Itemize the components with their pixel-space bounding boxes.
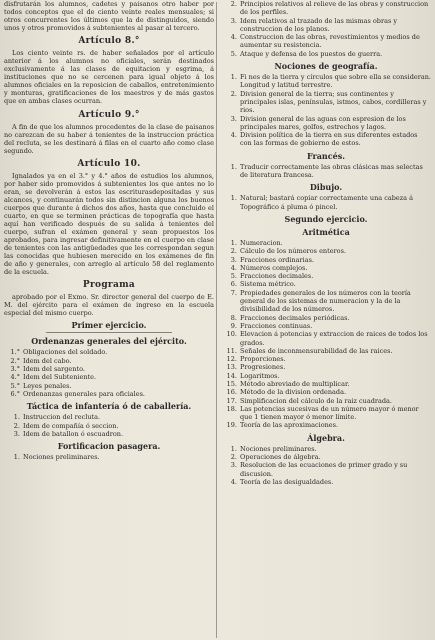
item-number: 6. bbox=[230, 280, 237, 289]
list-item bbox=[221, 17, 431, 34]
item-text: Instruccion del recluta. bbox=[23, 413, 101, 422]
list-item bbox=[4, 348, 214, 356]
item-number: 9. bbox=[230, 321, 237, 330]
list-item bbox=[221, 163, 431, 180]
item-text: Señales de inconmensurabilidad de las raices. bbox=[240, 346, 393, 355]
right-column bbox=[221, 0, 431, 486]
item-number: 4.° bbox=[10, 373, 20, 382]
list-item bbox=[221, 115, 431, 132]
item-number: 16. bbox=[226, 388, 237, 397]
geografia-heading: Nociones de geografía. bbox=[274, 61, 378, 72]
item-text: Construccion de las obras, revestimientos y medios de aumentar su resistencia. bbox=[240, 33, 420, 50]
list-item bbox=[4, 357, 214, 365]
list-item bbox=[221, 397, 431, 405]
list-item bbox=[221, 372, 431, 380]
list-item bbox=[221, 388, 431, 396]
item-number: 2. bbox=[230, 89, 237, 98]
list-item bbox=[221, 203, 431, 211]
item-number: 14. bbox=[226, 371, 237, 380]
item-number: 5. bbox=[230, 272, 237, 281]
list-item bbox=[221, 131, 431, 148]
list-item bbox=[221, 280, 431, 288]
article-8-heading: Artículo 8.° bbox=[78, 36, 140, 47]
list-item bbox=[221, 264, 431, 272]
frances-heading: Francés. bbox=[306, 150, 345, 161]
list-item bbox=[4, 422, 214, 430]
item-text: Idem del Subteniente. bbox=[23, 373, 97, 382]
item-text: Fi nes de la tierra y círculos que sobre ella se consideran. Longitud y latitud terrestre. bbox=[240, 73, 431, 90]
list-item bbox=[4, 382, 214, 390]
left-column bbox=[4, 0, 214, 461]
item-text: Ataque y defensa de los puestos de guerra. bbox=[240, 49, 383, 58]
item-text: Idem relativos al trazado de las mismas obras y construccion de los planos. bbox=[240, 16, 398, 33]
list-item bbox=[4, 373, 214, 381]
list-item bbox=[4, 413, 214, 421]
item-text: Sistema métrico. bbox=[240, 280, 296, 289]
list-item bbox=[221, 256, 431, 264]
item-text: Leyes penales. bbox=[23, 381, 72, 390]
item-number: 3.° bbox=[10, 365, 20, 374]
item-number: 1. bbox=[230, 162, 237, 171]
item-number: 10. bbox=[226, 330, 237, 339]
fortificacion-list bbox=[4, 453, 214, 461]
item-number: 4. bbox=[230, 131, 237, 140]
list-item bbox=[221, 453, 431, 461]
item-text: Traducir correctamente las obras clásicas mas selectas de literatura francesa. bbox=[240, 162, 423, 180]
item-number: 4. bbox=[230, 477, 237, 486]
list-item bbox=[221, 33, 431, 50]
second-exercise-heading: Segundo ejercicio. bbox=[284, 213, 368, 224]
item-number: 13. bbox=[226, 363, 237, 372]
frances-list bbox=[221, 163, 431, 180]
item-text: Fracciones decimales. bbox=[240, 272, 314, 281]
tactica-heading: Táctica de infantería ó de caballería. bbox=[26, 401, 192, 412]
item-number: 18. bbox=[226, 404, 237, 413]
item-text: Principios relativos al relieve de las obras y construccion de los perfiles. bbox=[240, 0, 429, 17]
list-item bbox=[221, 421, 431, 429]
aritmetica-list bbox=[221, 239, 431, 430]
list-item bbox=[4, 390, 214, 398]
item-text: Propiedades generales de los números con la teoría general de los sistemas de numeracion y la de la divisibilidad de los números. bbox=[240, 288, 411, 314]
item-text: Proporciones. bbox=[240, 355, 286, 364]
item-number: 7. bbox=[230, 288, 237, 297]
list-item bbox=[221, 90, 431, 115]
section-rule bbox=[46, 332, 172, 333]
item-number: 2.° bbox=[10, 356, 20, 365]
item-number: 2. bbox=[13, 421, 20, 430]
fortificacion-continued-list bbox=[221, 0, 431, 58]
list-item bbox=[221, 355, 431, 363]
list-item bbox=[221, 247, 431, 255]
list-item bbox=[221, 380, 431, 388]
item-text: Fracciones decimales periódicas. bbox=[240, 313, 350, 322]
item-number: 11. bbox=[226, 346, 237, 355]
item-number: 19. bbox=[226, 421, 237, 430]
article-10-text: Ignalados ya en el 3.° y 4.° años de estudios los alumnos, por haber sido promovidos á subtenientes los que antes no lo eran, se devolverán á estos las escriturasdepositadas y sus alcances, y continuarán todos sin distincion alguna los buenos cuerpos que durante á dichos dos años, hasta que concluido el cuarto, en que se terminen prácticas de topografía que hasta aquí han verificado después de su salida á tenientes del cuerpo, sufran el exámen general y sean propuestos los aprobados, para ingresar definitivamente en el cuerpo en clase de tenientes con las antigüedades que les correspondan segun las conocidas que hubiesen merecido en los exámenes de fin de año y generales, con arreglo al artículo 58 del reglamento de la escuela. bbox=[4, 171, 214, 277]
item-number: 12. bbox=[226, 355, 237, 364]
column-divider bbox=[216, 2, 217, 638]
item-text: Idem de compañía ó seccion. bbox=[23, 421, 119, 430]
item-text: Simplificacion del cálculo de la raiz cuadrada. bbox=[240, 396, 392, 405]
item-number: 1. bbox=[13, 413, 20, 422]
item-number: 5.° bbox=[10, 381, 20, 390]
item-text: Progresiones. bbox=[240, 363, 286, 372]
fortificacion-heading: Fortificacion pasagera. bbox=[57, 441, 161, 452]
item-text: Método de la division ordenada. bbox=[240, 388, 347, 397]
list-item bbox=[221, 239, 431, 247]
item-text: Nociones preliminares. bbox=[23, 453, 100, 462]
item-number: 2. bbox=[230, 0, 237, 8]
article-9-text: A fin de que los alumnos procedentes de la clase de paisanos no carezcan de su haber á tenientes de la instruccion práctica del recluta, se les destinará á filas en el cuarto año como clase segundo. bbox=[4, 122, 214, 155]
item-text: Numeracion. bbox=[240, 238, 283, 247]
item-text: Elevacion á potencias y extraccion de raices de todos los grados. bbox=[240, 330, 428, 347]
article-9-heading: Artículo 9.° bbox=[78, 109, 140, 120]
list-item bbox=[221, 363, 431, 371]
item-text: Fracciones continuas. bbox=[240, 321, 313, 330]
item-number: 3. bbox=[230, 16, 237, 25]
item-text: Division política de la tierra en sus diferentes estados con las formas de gobierno de estos. bbox=[240, 131, 418, 148]
programa-text: aprobado por el Exmo. Sr. director general del cuerpo de E. M. del ejército para el exámen de ingreso en la escuela especial del mismo cuerpo. bbox=[4, 293, 214, 318]
item-text: Idem del cabo. bbox=[23, 356, 72, 365]
programa-heading: Programa bbox=[82, 280, 136, 291]
list-item bbox=[221, 478, 431, 486]
item-text: Idem del sargento. bbox=[23, 365, 85, 374]
item-number bbox=[221, 203, 240, 211]
item-number: 3. bbox=[13, 429, 20, 438]
list-item bbox=[221, 347, 431, 355]
item-text: Division general de las aguas con espresion de los principales mares, golfos, estrechos y lagos. bbox=[240, 114, 406, 131]
item-number: 4. bbox=[230, 33, 237, 42]
list-item bbox=[221, 194, 431, 202]
algebra-heading: Álgebra. bbox=[307, 432, 345, 443]
intro-paragraph: disfrutarán los alumnos, cadetes y paisanos otro haber por todos conceptos que el de ciento veinte reales mensuales; si otros concurrentes los últimos que la de distinguidos, siendo unos y otros promovidos á subtenientes al pasar al tercero. bbox=[4, 0, 214, 33]
item-number: 3. bbox=[230, 255, 237, 264]
item-number: 2. bbox=[230, 453, 237, 462]
item-text: Topográfico á pluma ó pincel. bbox=[240, 202, 338, 211]
list-item bbox=[221, 289, 431, 314]
geografia-list bbox=[221, 73, 431, 148]
article-8-text: Los ciento veinte rs. de haber señalados por el artículo anterior á los alumnos no oficiales, serán destinados exclusivamente á las clases de equitacion y esgrima, á instituciones que no se cercenen para igual objeto á los alumnos oficiales en la reposicion de caballos, entretenimiento y monturas, gratificaciones de los maestros y de más gastos que en ambas clases ocurran. bbox=[4, 49, 214, 106]
tactica-list bbox=[4, 413, 214, 438]
list-item bbox=[221, 0, 431, 17]
list-item bbox=[221, 322, 431, 330]
item-text: Resolucion de las ecuaciones de primer grado y su discusion. bbox=[240, 461, 408, 478]
item-number: 1. bbox=[230, 238, 237, 247]
algebra-list bbox=[221, 445, 431, 486]
item-number: 3. bbox=[230, 114, 237, 123]
article-10-heading: Artículo 10. bbox=[77, 158, 141, 169]
item-number: 6.° bbox=[10, 389, 20, 398]
first-exercise-heading: Primer ejercicio. bbox=[71, 320, 147, 331]
list-item bbox=[221, 73, 431, 90]
list-item bbox=[221, 330, 431, 347]
item-number: 4. bbox=[230, 263, 237, 272]
item-text: Las potencias sucesivas de un número mayor ó menor que 1 tienen mayor ó menor límite. bbox=[240, 404, 419, 422]
list-item bbox=[221, 445, 431, 453]
aritmetica-heading: Aritmética bbox=[302, 226, 350, 237]
list-item bbox=[221, 405, 431, 422]
item-text: Ordenanzas generales para oficiales. bbox=[23, 389, 145, 398]
item-number: 8. bbox=[230, 313, 237, 322]
item-text: Números complejos. bbox=[240, 263, 308, 272]
list-item bbox=[221, 50, 431, 58]
item-text: Logaritmos. bbox=[240, 371, 280, 380]
item-number: 15. bbox=[226, 379, 237, 388]
item-text: Fracciones ordinarias. bbox=[240, 255, 314, 264]
item-text: Natural; bastará copiar correctamente una cabeza á bbox=[240, 194, 413, 203]
ordenanzas-list bbox=[4, 348, 214, 398]
item-number: 1. bbox=[230, 444, 237, 453]
item-text: Teoría de las aproximaciones. bbox=[240, 421, 339, 430]
list-item bbox=[221, 272, 431, 280]
item-text: Método abreviado de multiplicar. bbox=[240, 379, 350, 388]
item-number: 3. bbox=[230, 461, 237, 470]
item-number: 17. bbox=[226, 396, 237, 405]
list-item bbox=[4, 453, 214, 461]
list-item bbox=[4, 430, 214, 438]
list-item bbox=[221, 314, 431, 322]
item-number: 1. bbox=[230, 73, 237, 82]
item-number: 1.° bbox=[10, 348, 20, 357]
item-number: 5. bbox=[230, 49, 237, 58]
dibujo-list bbox=[221, 194, 431, 211]
item-text: Operaciones de álgebra. bbox=[240, 453, 321, 462]
item-text: Idem de batallon ó escuadron. bbox=[23, 429, 124, 438]
item-text: Teoría de las desigualdades. bbox=[240, 477, 334, 486]
list-item bbox=[221, 461, 431, 478]
ordenanzas-heading: Ordenanzas generales del ejército. bbox=[31, 336, 187, 347]
item-text: Obligaciones del soldado. bbox=[23, 348, 108, 357]
list-item bbox=[4, 365, 214, 373]
item-text: Division general de la tierra; sus continentes y principales islas, penínsulas, istmos, cabos, cordilleras y rios. bbox=[240, 89, 427, 115]
item-text: Cálculo de los números enteros. bbox=[240, 247, 346, 256]
item-number: 1. bbox=[13, 453, 20, 462]
item-text: Nociones preliminares. bbox=[240, 444, 317, 453]
item-number: 1. bbox=[230, 194, 237, 203]
item-number: 2. bbox=[230, 247, 237, 256]
dibujo-heading: Dibujo. bbox=[309, 182, 343, 193]
